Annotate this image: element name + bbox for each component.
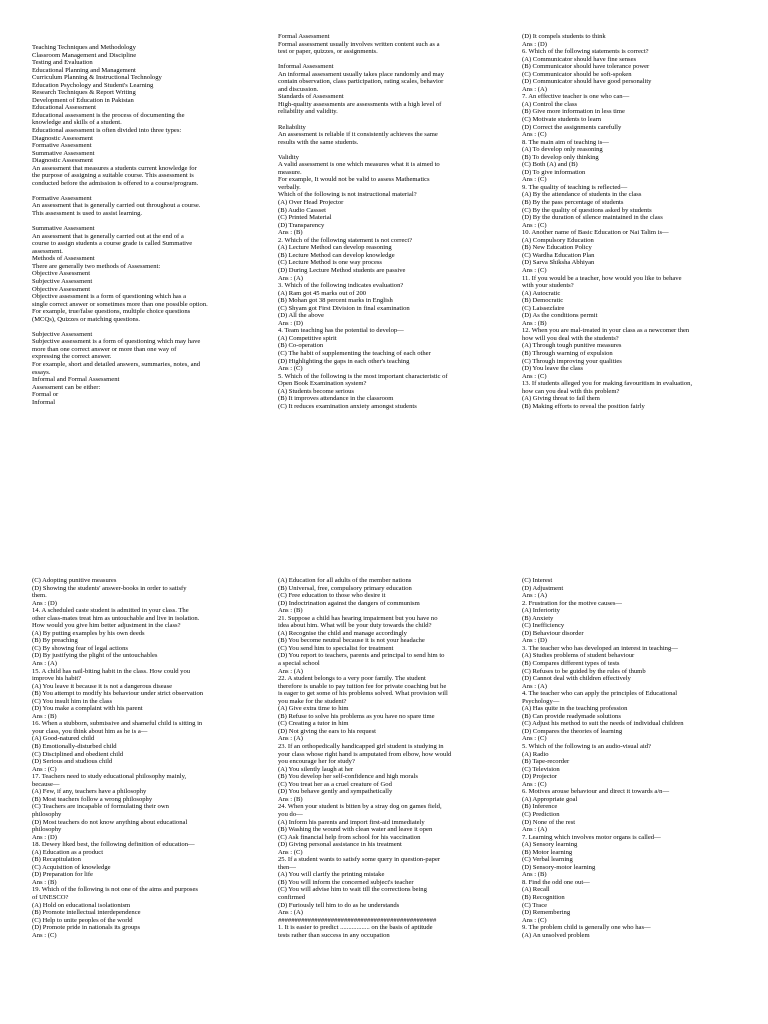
text-line: Summative Assessment (32, 225, 95, 233)
text-line: Ans : (C) (32, 931, 57, 939)
text-line: (B) You develop her self-confidence and high morals (278, 773, 418, 781)
text-line: (B) Motor learning (522, 848, 573, 856)
text-line: (D) To give information (522, 168, 586, 176)
text-line: 5. Which of the following is the most important characteristic of (278, 372, 448, 380)
text-line: (D) Compares the theories of learning (522, 727, 623, 735)
text-line: (D) Furiously tell him to do as he understands (278, 901, 400, 909)
text-line: (C) Printed Material (278, 214, 332, 222)
text-line: 10. Another name of Basic Education or Nai Talim is— (522, 229, 669, 237)
text-line (278, 146, 510, 154)
text-line: (D) Sarva Shiksha Abhiyan (522, 259, 595, 267)
text-line: (D) All the above (278, 312, 324, 320)
text-line: (B) Recognition (522, 893, 565, 901)
text-line: Ans : (D) (522, 40, 547, 48)
text-column-2 (278, 33, 510, 410)
text-line: (B) You become neutral because it is not your headache (278, 637, 425, 645)
text-line: An assessment that is generally carried out throughout a course. (32, 202, 201, 210)
text-line: 5. Which of the following is an audio-visual aid? (522, 743, 651, 751)
text-line: Ans : (C) (522, 916, 547, 924)
text-line: Validity (278, 153, 299, 161)
text-line: (D) As the conditions permit (522, 312, 598, 320)
text-line: Ans : (C) (522, 131, 547, 139)
text-line: Education Psychology and Student's Learning (32, 81, 154, 89)
text-line: Informal (32, 398, 56, 406)
text-line: 18. Dewey liked best, the following definition of education— (32, 841, 195, 849)
text-line: (A) By putting examples by his own deeds (32, 629, 145, 637)
text-line: 11. If you would be a teacher, how would you like to behave (522, 274, 682, 282)
text-line: Ans : (B) (522, 319, 547, 327)
text-line: (D) Preparation for life (32, 871, 93, 879)
text-line: Ans : (C) (32, 765, 57, 773)
text-line: with your students? (522, 282, 574, 290)
text-line: Educational assessment is the process of documenting the (32, 111, 185, 119)
text-line: (B) Making efforts to reveal the position fairly (522, 402, 645, 410)
text-line: (A) You will clarify the printing mistake (278, 871, 385, 879)
text-column-1 (32, 44, 264, 406)
text-line: (B) Democratic (522, 297, 564, 305)
text-line: how will you deal with the students? (522, 334, 619, 342)
text-line: Ans : (A) (522, 826, 547, 834)
text-line: idea about him. What will be your duty towards the child? (278, 622, 432, 630)
text-line: Ans : (A) (278, 667, 303, 675)
text-line: (B) Compares different types of tests (522, 660, 620, 668)
text-line: (C) You will advise him to wait till the corrections being (278, 886, 427, 894)
text-line: (D) Sensory-motor learning (522, 863, 596, 871)
text-line: Standards of Assessment (278, 93, 344, 101)
text-line: (A) Recognise the child and manage accordingly (278, 629, 407, 637)
text-line: Psychology— (522, 697, 560, 705)
text-line: (A) Giving threat to fail them (522, 395, 600, 403)
text-line: 6. Which of the following statements is correct? (522, 48, 649, 56)
text-line (278, 116, 510, 124)
text-line: (A) An unsolved problem (522, 931, 590, 939)
text-line: (A) Good-natured child (32, 735, 95, 743)
text-line: your class, you think about him as he is a— (32, 727, 148, 735)
text-line: (A) Competitive spirit (278, 334, 337, 342)
text-line: confirmed (278, 893, 306, 901)
text-line: Curriculum Planning & Instructional Technology (32, 74, 162, 82)
text-line: Formative Assessment (32, 142, 92, 150)
text-line: Teaching Techniques and Methodology (32, 44, 136, 51)
text-line: (B) Refuse to solve his problems as you have no spare time (278, 712, 435, 720)
text-line: There are generally two methods of Assessment: (32, 262, 161, 270)
text-line: (B) Through warning of expulsion (522, 349, 613, 357)
text-line: Development of Education in Pakistan (32, 96, 134, 104)
text-line: Formal or (32, 391, 59, 399)
text-line: Ans : (B) (32, 712, 57, 720)
text-line: High-quality assessments are assessments with a high level of (278, 100, 442, 108)
text-line: (D) You report to teachers, parents and principal to send him to (278, 652, 445, 660)
text-line: (D) Highlighting the gaps in each other's teaching (278, 357, 410, 365)
text-line: 2. Frustration for the motive causes— (522, 599, 622, 607)
text-line: (D) Showing the students' answer-books in order to satisfy (32, 584, 187, 592)
text-line: Objective assessment is a form of questioning which has a (32, 293, 187, 301)
text-line: (A) Control the class (522, 100, 578, 108)
text-line (32, 218, 264, 226)
text-line: An assessment that measures a students current knowledge for (32, 164, 197, 172)
text-line: Formative Assessment (32, 194, 92, 202)
text-line: (D) Most teachers do not know anything about educational (32, 818, 188, 826)
text-line: 7. Learning which involves motor organs is called— (522, 833, 661, 841)
text-line: (C) Laissezfaire (522, 304, 565, 312)
text-line: Ans : (C) (522, 221, 547, 229)
text-line: (A) Over Head Projector (278, 199, 344, 207)
text-line: Informal and Formal Assessment (32, 376, 120, 384)
text-line: Diagnostic Assessment (32, 157, 93, 165)
text-line: (C) Adopting punitive measures (32, 577, 117, 584)
text-line: Assessment can be either: (32, 383, 101, 391)
text-line: assessment. (32, 247, 63, 255)
text-column-4 (32, 577, 264, 939)
text-line: (C) Through improving your qualities (522, 357, 622, 365)
text-line: (A) Compulsory Education (522, 236, 594, 244)
text-line: (A) Ram got 45 marks out of 200 (278, 289, 367, 297)
text-line: (B) Promote intellectual interdependence (32, 909, 141, 917)
text-line: 24. When your student is bitten by a stray dog on games field, (278, 803, 442, 811)
text-line: the purpose of assigning a suitable course. This assessment is (32, 172, 194, 180)
text-line: Ans : (A) (522, 85, 547, 93)
text-line: Reliability (278, 123, 306, 131)
text-line: (A) Students become serious (278, 387, 354, 395)
text-line: (B) Lecture Method can develop knowledge (278, 251, 395, 259)
text-line: (C) Trace (522, 901, 548, 909)
text-line: For example, short and detailed answers, summaries, notes, and (32, 360, 201, 368)
text-line: (C) Inefficiency (522, 622, 565, 630)
text-line: (D) You behave gently and sympathetically (278, 788, 393, 796)
text-line: ################################################ (278, 916, 437, 924)
text-line: 23. If an orthopedically handicapped girl student is studying in (278, 743, 444, 751)
text-line: 4. The teacher who can apply the principles of Educational (522, 690, 678, 698)
text-line: (A) Few, if any, teachers have a philosophy (32, 788, 147, 796)
text-line: 22. A student belongs to a very poor family. The student (278, 675, 426, 683)
text-line (32, 187, 264, 195)
text-line: (B) Most teachers follow a wrong philosophy (32, 795, 153, 803)
text-line: (A) You leave it because it is not a dangerous disease (32, 682, 173, 690)
text-line: (C) Prediction (522, 810, 560, 818)
text-line: Educational Assessment (32, 104, 96, 112)
text-line: philosophy (32, 810, 62, 818)
text-line: (B) To develop only thinking (522, 153, 599, 161)
text-line: Ans : (A) (278, 909, 303, 917)
text-line: (A) Has quite in the teaching profession (522, 705, 628, 713)
text-line: Subjective Assessment (32, 277, 93, 285)
text-line: Ans : (B) (278, 607, 303, 615)
text-line: 7. An effective teacher is one who can— (522, 93, 630, 101)
text-line: (C) By the quality of questions asked by students (522, 206, 652, 214)
text-line: then— (278, 863, 296, 871)
text-line: (B) You will inform the concerned subject's teacher (278, 878, 414, 886)
text-line: (A) Give extra time to him (278, 705, 349, 713)
text-line: Formal Assessment (278, 33, 330, 40)
text-line: a special school (278, 660, 320, 668)
text-line: 2. Which of the following statement is not correct? (278, 236, 413, 244)
text-line: (A) Education for all adults of the member nations (278, 577, 412, 584)
text-line: (B) Recapitulation (32, 856, 81, 864)
text-line: how can you deal with this problem? (522, 387, 620, 395)
text-line: 4. Team teaching has the potential to develop— (278, 327, 404, 335)
text-line: (C) Verbal learning (522, 856, 573, 864)
text-line: (B) Anxiety (522, 614, 554, 622)
text-line: 3. The teacher who has developed an interest in teaching— (522, 644, 678, 652)
text-line: (A) Recall (522, 886, 550, 894)
text-line: Ans : (D) (522, 637, 547, 645)
text-column-5 (278, 577, 510, 939)
text-line: Testing and Evaluation (32, 59, 93, 67)
text-line: because— (32, 780, 60, 788)
text-line: (B) Tape-recorder (522, 758, 570, 766)
text-line: Ans : (B) (32, 878, 57, 886)
text-column-6 (522, 577, 754, 939)
text-line: (B) Universal, free, compulsory primary education (278, 584, 412, 592)
text-line: For example, It would not be valid to assess Mathematics (278, 176, 430, 184)
text-line: of UNESCO? (32, 893, 69, 901)
text-line: (D) During Lecture Method students are passive (278, 266, 406, 274)
text-line: Methods of Assessment (32, 255, 95, 263)
text-line: you make for the student? (278, 697, 347, 705)
text-line: (B) You attempt to modify his behaviour under strict observation (32, 690, 204, 698)
text-line: (C) It reduces examination anxiety amongst students (278, 402, 417, 410)
text-line: Educational assessment is often divided into three types: (32, 127, 182, 135)
text-line: Summative Assessment (32, 149, 95, 157)
text-line: 14. A scheduled caste student is admitted in your class. The (32, 607, 189, 615)
text-line: Ans : (C) (522, 735, 547, 743)
text-line: Ans : (C) (522, 266, 547, 274)
text-line: (A) By the attendance of students in the class (522, 191, 642, 199)
text-line: (C) Interest (522, 577, 553, 584)
text-line: How would you give him better adjustment in the class? (32, 622, 181, 630)
text-line: Ans : (A) (32, 660, 57, 668)
text-line: Ans : (D) (278, 319, 303, 327)
text-line: (C) Motivate students to learn (522, 116, 602, 124)
text-line: Ans : (B) (522, 871, 547, 879)
text-line: (A) Autocratic (522, 289, 561, 297)
text-line: (B) Can provide readymade solutions (522, 712, 621, 720)
text-line: 8. The main aim of teaching is— (522, 138, 609, 146)
text-line: Subjective assessment is a form of questioning which may have (32, 338, 201, 346)
text-line: (C) Shyam got First Division in final examination (278, 304, 410, 312)
text-line: Ans : (A) (522, 592, 547, 600)
text-line: (B) Co-operation (278, 342, 324, 350)
text-line: Ans : (A) (278, 735, 303, 743)
text-line: (C) Refuses to be guided by the rules of thumb (522, 667, 646, 675)
text-line: 17. Teachers need to study educational philosophy mainly, (32, 773, 187, 781)
text-line: (C) Acquisition of knowledge (32, 863, 111, 871)
text-line: A valid assessment is one which measures what it is aimed to (278, 161, 440, 169)
text-line: (A) Inform his parents and import first-aid immediately (278, 818, 425, 826)
text-line: (A) You silently laugh at her (278, 765, 354, 773)
text-line: (D) Adjustment (522, 584, 564, 592)
text-line: expressing the correct answer. (32, 353, 112, 361)
text-line: 21. Suppose a child has hearing impairment but you have no (278, 614, 438, 622)
text-line: 25. If a student wants to satisfy some query in question-paper (278, 856, 441, 864)
text-line: (B) Audio Cassset (278, 206, 326, 214)
text-line: (C) Communicator should be soft-spoken (522, 70, 632, 78)
text-line: (C) Adjust his method to suit the needs of individual children (522, 720, 684, 728)
text-line: conducted before the admission is offered to a course/program. (32, 179, 199, 187)
text-line: (A) Radio (522, 750, 549, 758)
text-line: Diagnostic Assessment (32, 134, 93, 142)
text-line: (C) By showing fear of legal actions (32, 644, 128, 652)
text-line: verbally. (278, 183, 301, 191)
text-line: (A) Studies problems of student behaviour (522, 652, 635, 660)
text-line: (A) Inferiority (522, 607, 560, 615)
text-line: Ans : (A) (278, 274, 303, 282)
text-line: (D) Cannot deal with children effectively (522, 675, 631, 683)
text-line: 9. The quality of teaching is reflected— (522, 183, 628, 191)
text-line: (C) Disciplined and obedient child (32, 750, 124, 758)
text-line: Subjective Assessment (32, 330, 93, 338)
text-line: single correct answer or sometimes more than one possible option. (32, 300, 208, 308)
text-line: (D) By the duration of silence maintained in the class (522, 214, 663, 222)
text-line: An assessment is reliable if it consistently achieves the same (278, 131, 438, 139)
text-line: Open Book Examination system? (278, 380, 367, 388)
text-line: you do— (278, 810, 303, 818)
text-line: (C) Lecture Method is one way process (278, 259, 383, 267)
text-line: Ans : (B) (278, 229, 303, 237)
text-line: course to assign students a course grade is called Summative (32, 240, 193, 248)
text-line: (D) Serious and studious child (32, 758, 113, 766)
text-line: (B) Emotionally-disturbed child (32, 743, 117, 751)
text-line: (D) Indoctrination against the dangers of communism (278, 599, 420, 607)
text-line: measure. (278, 168, 302, 176)
text-line: (B) New Education Policy (522, 244, 592, 252)
text-line: knowledge and skills of a student. (32, 119, 122, 127)
text-line: 12. When you are mal-treated in your class as a newcomer then (522, 327, 690, 335)
text-line: tests rather than success in any occupation (278, 931, 390, 939)
text-line: 15. A child has nail-biting habit in the class. How could you (32, 667, 191, 675)
text-line: Which of the following is not instructional material? (278, 191, 417, 199)
text-line: Informal Assessment (278, 63, 334, 71)
text-line: This assessment is used to assist learning. (32, 210, 143, 218)
text-line: (C) Ask financial help from school for his vaccination (278, 833, 421, 841)
text-line: Formal assessment usually involves written content such as a (278, 40, 440, 48)
text-line: philosophy (32, 826, 62, 834)
text-line: For example, true/false questions, multiple choice questions (32, 308, 191, 316)
text-line: (B) It improves attendance in the classroom (278, 395, 394, 403)
text-line: (B) By preaching (32, 637, 78, 645)
text-line: your class whose right hand is amputated from elbow, how would (278, 750, 452, 758)
text-line: (D) You make a complaint with his parent (32, 705, 143, 713)
text-line: essays. (32, 368, 51, 376)
text-line: Ans : (D) (32, 833, 57, 841)
text-line: them. (32, 592, 47, 600)
text-line: contain observation, class participation, rating scales, behavior (278, 78, 444, 86)
text-line: Ans : (C) (278, 848, 303, 856)
text-line: (D) Transparency (278, 221, 325, 229)
text-line: (C) Help to unite peoples of the world (32, 916, 133, 924)
text-line: (A) Education as a product (32, 848, 104, 856)
text-line: (A) Hold on educational isolationism (32, 901, 131, 909)
text-line: 13. If students alleged you for making favouritism in evaluation, (522, 380, 693, 388)
text-line: (C) Wardha Education Plan (522, 251, 595, 259)
text-line: Objective Assessment (32, 285, 91, 293)
text-line: (B) Mohan got 38 percent marks in English (278, 297, 393, 305)
text-line: (C) Teachers are incapable of formulating their own (32, 803, 169, 811)
text-line: therefore is unable to pay tuition fee for private coaching but he (278, 682, 447, 690)
text-line: reliability and validity. (278, 108, 338, 116)
text-line: test or paper, quizzes, or assignments. (278, 48, 378, 56)
text-line: results with the same students. (278, 138, 359, 146)
text-line: (B) Inference (522, 803, 558, 811)
text-line (278, 56, 510, 64)
text-line: Ans : (C) (522, 176, 547, 184)
text-line: Classroom Management and Discipline (32, 51, 137, 59)
text-line: Ans : (C) (522, 780, 547, 788)
text-line: (C) Free education to those who desire it (278, 592, 386, 600)
text-line: and discussion. (278, 85, 319, 93)
text-line: Ans : (C) (522, 372, 547, 380)
text-line: (B) By the pass percentage of students (522, 199, 624, 207)
text-line: (D) Promote pride in nationals its groups (32, 924, 141, 932)
text-line: Ans : (B) (278, 795, 303, 803)
text-line: (A) Communicator should have fine senses (522, 55, 637, 63)
text-line: Research Techniques & Report Writing (32, 89, 136, 97)
text-line: 9. The problem child is generally one who has— (522, 924, 651, 932)
text-line: (B) Give more information in less time (522, 108, 625, 116)
text-line: (MCQs), Quizzes or matching questions. (32, 315, 141, 323)
text-line: (D) Behaviour disorder (522, 629, 584, 637)
text-line: (D) None of the rest (522, 818, 576, 826)
text-line: (A) Sensory learning (522, 841, 578, 849)
text-line: (C) Television (522, 765, 560, 773)
text-line: Educational Planning and Management (32, 66, 136, 74)
text-line: (D) Giving personal assistance in his treatment (278, 841, 402, 849)
text-line: is eager to get some of his problems solved. What provision will (278, 690, 448, 698)
text-line: (A) Through tough punitive measures (522, 342, 622, 350)
text-line: (D) Correct the assignments carefully (522, 123, 622, 131)
text-line: (D) Projector (522, 773, 557, 781)
text-line: 1. It is easier to predict .................. on the basis of aptitude (278, 924, 433, 932)
text-line (32, 323, 264, 331)
text-line: 3. Which of the following indicates evaluation? (278, 282, 404, 290)
text-line: (D) By justifying the plight of the untouchables (32, 652, 158, 660)
text-line: 6. Motives arouse behaviour and direct it towards a/n— (522, 788, 670, 796)
text-line: Ans : (C) (278, 365, 303, 373)
text-line: An informal assessment usually takes place randomly and may (278, 70, 444, 78)
text-line: (C) You treat her as a cruel creature of God (278, 780, 392, 788)
text-line: you encourage her for study? (278, 758, 355, 766)
text-column-3 (522, 33, 754, 410)
text-line: 8. Find the odd one out— (522, 878, 590, 886)
text-line: (C) The habit of supplementing the teaching of each other (278, 349, 431, 357)
text-line: (C) You send him to specialist for treatment (278, 644, 394, 652)
text-line: more than one correct answer or more than one way of (32, 345, 177, 353)
text-line: (D) Communicator should have good personality (522, 78, 652, 86)
text-line: (A) Appropriate goal (522, 795, 578, 803)
text-line: Ans : (D) (32, 599, 57, 607)
text-line: (D) Remembering (522, 909, 571, 917)
text-line: (D) It compels students to think (522, 33, 606, 40)
text-line: (C) Both (A) and (B) (522, 161, 578, 169)
text-line: Objective Assessment (32, 270, 91, 278)
text-line: improve his habit? (32, 675, 82, 683)
text-line: 16. When a stubborn, submissive and shameful child is sitting in (32, 720, 203, 728)
text-line: (B) Communicator should have tolerance power (522, 63, 650, 71)
text-line: An assessment that is generally carried out at the end of a (32, 232, 184, 240)
text-line: (A) To develop only reasoning (522, 146, 603, 154)
text-line: (C) Creating a tutor in him (278, 720, 349, 728)
text-line: Ans : (A) (522, 682, 547, 690)
text-line: 19. Which of the following is not one of the aims and purposes (32, 886, 198, 894)
text-line: (D) You leave the class (522, 365, 583, 373)
text-line: (D) Not giving the ears to his request (278, 727, 376, 735)
text-line: (A) Lecture Method can develop reasoning (278, 244, 392, 252)
text-line: other class-mates treat him as untouchable and live in isolation. (32, 614, 200, 622)
text-line: (B) Washing the wound with clean water and leave it open (278, 826, 433, 834)
text-line: (C) You insult him in the class (32, 697, 113, 705)
